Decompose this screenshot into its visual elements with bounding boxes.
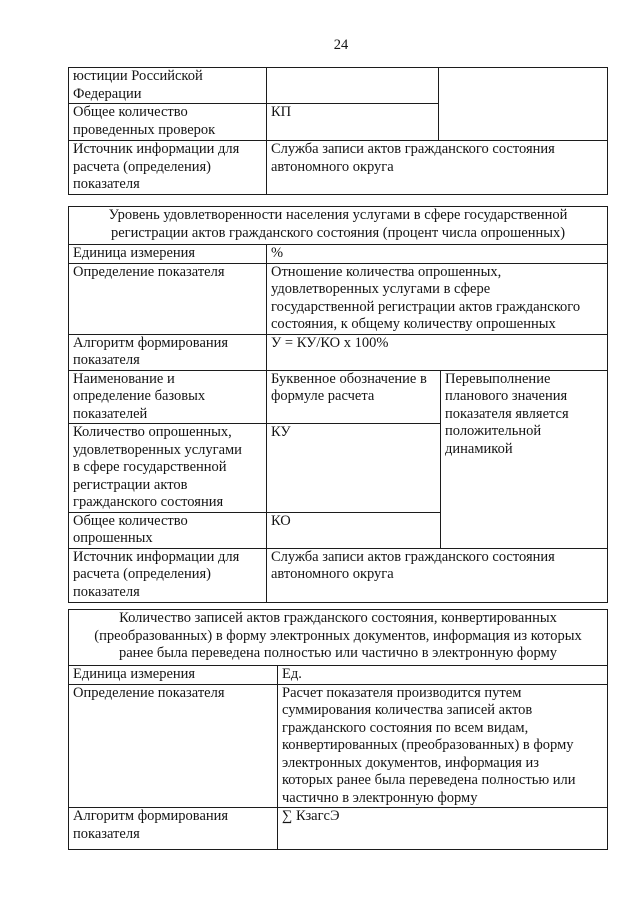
text-line: ∑ КзагсЭ xyxy=(282,808,340,824)
row-value-cell xyxy=(267,104,439,141)
algorithm-formula-cell xyxy=(278,808,608,850)
text-line: Алгоритм формирования xyxy=(73,808,229,824)
table-row xyxy=(69,263,608,334)
table-row xyxy=(69,141,608,195)
table-row xyxy=(69,245,608,264)
text-line: суммирования количества записей актов xyxy=(282,702,533,718)
definition-value-cell xyxy=(267,263,608,334)
definition-value-cell xyxy=(278,684,608,808)
text-line: Определение показателя xyxy=(73,263,225,280)
table-row xyxy=(69,334,608,370)
satisfaction-indicator-table xyxy=(68,206,608,603)
text-line: Единица измерения xyxy=(73,245,196,261)
table-header-row xyxy=(69,207,608,245)
text-line: показателя xyxy=(73,825,140,842)
text-line: показателя xyxy=(73,583,140,600)
algorithm-label-cell xyxy=(69,334,267,370)
indicator-title xyxy=(69,610,608,666)
text-line: Отношение количества опрошенных, xyxy=(271,263,502,280)
text-line: показателя xyxy=(73,176,140,192)
text-line: проведенных проверок xyxy=(73,121,216,138)
text-line: ранее была переведена полностью или частично в электронную форму xyxy=(118,645,558,661)
text-line: КП xyxy=(271,104,292,120)
indicator-title xyxy=(69,207,608,245)
text-line: гражданского состояния xyxy=(73,494,224,510)
text-line: юстиции Российской xyxy=(73,68,203,84)
text-line: которых ранее была переведена полностью или xyxy=(282,772,576,788)
text-line: Количество записей актов гражданского состояния, конвертированных xyxy=(119,610,557,626)
text-line: Единица измерения xyxy=(73,666,196,682)
text-line: Федерации xyxy=(73,85,142,102)
text-line: государственной регистрации актов гражданского xyxy=(271,298,581,315)
text-line: формуле расчета xyxy=(271,388,375,404)
text-line: показателей xyxy=(73,405,148,422)
text-line: Определение показателя xyxy=(73,684,225,701)
source-value-cell xyxy=(267,141,608,195)
text-line: регистрации актов гражданского состояния (процент числа опрошенных) xyxy=(110,224,566,241)
definition-label-cell xyxy=(69,684,278,808)
text-line: гражданского состояния по всем видам, xyxy=(282,719,529,736)
text-line: Перевыполнение xyxy=(445,370,551,387)
ku-label-cell xyxy=(69,424,267,513)
text-line: в сфере государственной xyxy=(73,459,227,475)
text-line: опрошенных xyxy=(73,530,153,546)
text-line: состояния, к общему количеству опрошенных xyxy=(271,316,556,332)
text-line: расчета (определения) xyxy=(73,566,211,582)
table-header-row xyxy=(69,610,608,666)
text-line: регистрации актов xyxy=(73,476,188,493)
unit-label-cell xyxy=(69,666,278,685)
text-line: Источник информации для xyxy=(73,141,240,157)
text-line: Уровень удовлетворенности населения услугами в сфере государственной xyxy=(108,207,568,223)
text-line: Алгоритм формирования xyxy=(73,334,229,351)
text-line: Расчет показателя производится путем xyxy=(282,684,522,701)
text-line: показателя является xyxy=(445,405,569,422)
row-label-cell xyxy=(69,68,267,104)
table-row xyxy=(69,68,608,104)
text-line: удовлетворенных услугами xyxy=(73,441,242,458)
text-line: Наименование и xyxy=(73,370,175,387)
table-row xyxy=(69,666,608,685)
unit-label-cell xyxy=(69,245,267,264)
ku-symbol-cell xyxy=(267,424,441,513)
text-line: Служба записи актов гражданского состояния xyxy=(271,548,555,565)
definition-label-cell xyxy=(69,263,267,334)
text-line: конвертированных (преобразованных) в форму xyxy=(282,737,574,753)
page-number: 24 xyxy=(333,37,349,53)
table-row xyxy=(69,684,608,808)
text-line: Количество опрошенных, xyxy=(73,424,232,440)
table-row xyxy=(69,808,608,850)
text-line: Общее количество xyxy=(73,104,188,120)
text-line: У = КУ/КО х 100% xyxy=(271,334,389,351)
unit-value-cell xyxy=(278,666,608,685)
row-label-cell xyxy=(69,104,267,141)
source-value-cell xyxy=(267,548,608,602)
dynamics-note-cell xyxy=(441,370,608,548)
ko-symbol-cell xyxy=(267,512,441,548)
electronic-records-indicator-table xyxy=(68,609,608,850)
text-line: положительной xyxy=(445,423,542,439)
table-row xyxy=(69,370,608,424)
text-line: расчета (определения) xyxy=(73,158,211,175)
text-line: автономного округа xyxy=(271,158,394,175)
text-line: удовлетворенных услугами в сфере xyxy=(271,281,491,297)
text-line: Служба записи актов гражданского состояния xyxy=(271,141,555,157)
algorithm-label-cell xyxy=(69,808,278,850)
text-line: определение базовых xyxy=(73,388,206,404)
text-line: Буквенное обозначение в xyxy=(271,370,427,387)
table-row xyxy=(69,548,608,602)
text-line: Источник информации для xyxy=(73,548,240,565)
text-line: автономного округа xyxy=(271,566,394,582)
text-line: Общее количество xyxy=(73,512,188,529)
text-line: планового значения xyxy=(445,388,568,404)
text-line: показателя xyxy=(73,352,140,368)
source-label-cell xyxy=(69,548,267,602)
text-line: (преобразованных) в форму электронных документов, информация из которых xyxy=(94,627,582,644)
text-line: КУ xyxy=(271,424,291,440)
empty-cell xyxy=(439,68,608,141)
unit-value-cell xyxy=(267,245,608,264)
text-line: КО xyxy=(271,512,291,529)
text-line: частично в электронную форму xyxy=(282,789,478,806)
base-symbol-header-cell xyxy=(267,370,441,424)
text-line: электронных документов, информация из xyxy=(282,754,540,771)
text-line: Ед. xyxy=(282,666,302,682)
algorithm-formula-cell xyxy=(267,334,608,370)
ko-label-cell xyxy=(69,512,267,548)
base-indicators-label-cell xyxy=(69,370,267,424)
text-line: динамикой xyxy=(445,440,513,457)
row-value-cell xyxy=(267,68,439,104)
source-label-cell xyxy=(69,141,267,195)
text-line: % xyxy=(271,245,284,261)
indicator-table-continued xyxy=(68,67,608,195)
